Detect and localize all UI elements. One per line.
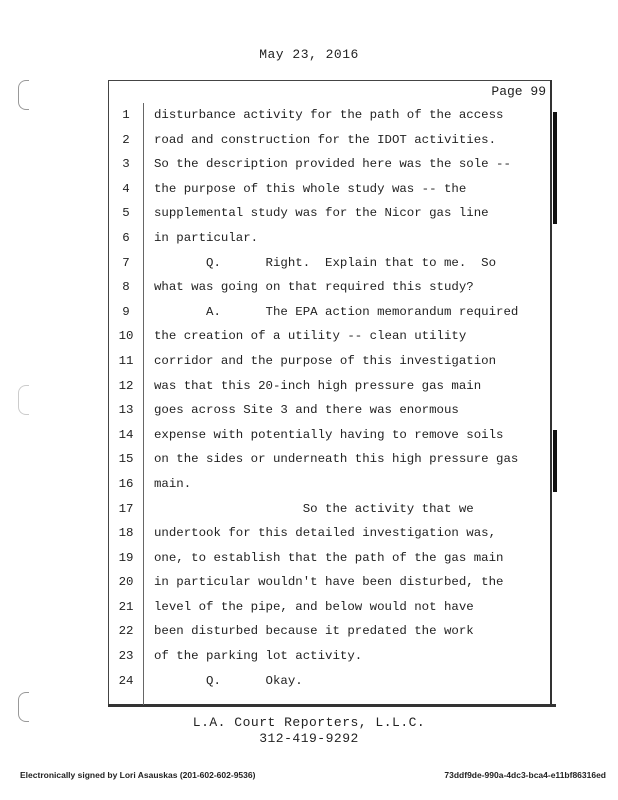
line-text: was that this 20-inch high pressure gas main xyxy=(154,378,482,393)
transcript-line xyxy=(108,103,548,128)
line-text: what was going on that required this study? xyxy=(154,280,474,295)
line-number: 15 xyxy=(118,452,134,467)
line-number: 12 xyxy=(118,378,134,393)
transcript-line xyxy=(108,251,548,276)
line-text: Q. Right. Explain that to me. So xyxy=(154,255,497,270)
line-text: expense with potentially having to remove soils xyxy=(154,427,504,442)
transcript-line xyxy=(108,152,548,177)
transcript-line xyxy=(108,398,548,423)
line-text: the purpose of this whole study was -- the xyxy=(154,181,467,196)
line-number: 7 xyxy=(122,255,130,270)
court-reporter-name: L.A. Court Reporters, L.L.C. xyxy=(192,715,426,730)
margin-marker-bar xyxy=(553,430,557,492)
line-text: one, to establish that the path of the gas main xyxy=(154,550,504,565)
line-text: supplemental study was for the Nicor gas line xyxy=(154,206,489,221)
transcript-line xyxy=(108,201,548,226)
line-number: 4 xyxy=(122,181,130,196)
transcript-line xyxy=(108,423,548,448)
transcript-frame-right-edge xyxy=(550,80,552,707)
transcript-lines xyxy=(108,103,548,693)
transcript-line xyxy=(108,349,548,374)
line-number: 16 xyxy=(118,476,134,491)
transcript-line xyxy=(108,447,548,472)
line-text: So the description provided here was the sole -- xyxy=(154,157,511,172)
line-number: 9 xyxy=(122,304,130,319)
line-text: of the parking lot activity. xyxy=(154,649,363,664)
transcript-line xyxy=(108,595,548,620)
punch-hole-top xyxy=(18,80,29,110)
line-text: A. The EPA action memorandum required xyxy=(154,304,519,319)
transcript-line xyxy=(108,521,548,546)
line-number: 20 xyxy=(118,575,134,590)
line-text: on the sides or underneath this high pressure gas xyxy=(154,452,519,467)
transcript-line xyxy=(108,472,548,497)
line-text: main. xyxy=(154,476,192,491)
line-text: So the activity that we xyxy=(154,501,474,516)
punch-hole-middle xyxy=(18,385,29,415)
transcript-line xyxy=(108,128,548,153)
line-text: been disturbed because it predated the work xyxy=(154,624,474,639)
line-number: 18 xyxy=(118,526,134,541)
page-date: May 23, 2016 xyxy=(259,47,359,62)
line-number: 24 xyxy=(118,673,134,688)
line-number: 8 xyxy=(122,280,130,295)
line-number: 17 xyxy=(118,501,134,516)
line-number: 11 xyxy=(118,353,134,368)
line-number: 10 xyxy=(118,329,134,344)
transcript-line xyxy=(108,324,548,349)
document-id: 73ddf9de-990a-4dc3-bca4-e11bf86316ed xyxy=(444,770,606,780)
line-text: corridor and the purpose of this investigation xyxy=(154,353,497,368)
line-number: 1 xyxy=(122,108,130,122)
page-number: Page 99 xyxy=(491,84,546,99)
transcript-line xyxy=(108,644,548,669)
transcript-line xyxy=(108,374,548,399)
transcript-line xyxy=(108,275,548,300)
transcript-line xyxy=(108,177,548,202)
transcript-line xyxy=(108,570,548,595)
line-number: 6 xyxy=(122,230,130,245)
line-number: 13 xyxy=(118,403,134,418)
line-text: in particular wouldn't have been disturbed, the xyxy=(154,575,504,590)
electronic-signature-note: Electronically signed by Lori Asauskas (201-602-602-9536) xyxy=(20,770,256,780)
transcript-frame-bottom-edge xyxy=(108,704,556,707)
line-text: level of the pipe, and below would not have xyxy=(154,599,474,614)
transcript-line xyxy=(108,226,548,251)
line-text: disturbance activity for the path of the access xyxy=(154,108,504,122)
line-text: the creation of a utility -- clean utility xyxy=(154,329,467,344)
line-number: 21 xyxy=(118,599,134,614)
line-text: goes across Site 3 and there was enormous xyxy=(154,403,459,418)
transcript-line xyxy=(108,300,548,325)
line-number: 22 xyxy=(118,624,134,639)
line-number: 14 xyxy=(118,427,134,442)
court-reporter-phone: 312-419-9292 xyxy=(259,731,359,746)
line-number: 5 xyxy=(122,206,130,221)
transcript-line xyxy=(108,497,548,522)
line-number: 3 xyxy=(122,157,130,172)
line-number: 19 xyxy=(118,550,134,565)
margin-marker-bar xyxy=(553,112,557,224)
line-text: in particular. xyxy=(154,230,259,245)
line-text: undertook for this detailed investigation was, xyxy=(154,526,497,541)
transcript-line xyxy=(108,619,548,644)
line-text: road and construction for the IDOT activities. xyxy=(154,132,497,147)
transcript-line xyxy=(108,546,548,571)
line-text: Q. Okay. xyxy=(154,673,303,688)
line-number: 23 xyxy=(118,649,134,664)
transcript-line xyxy=(108,669,548,694)
line-number: 2 xyxy=(122,132,130,147)
